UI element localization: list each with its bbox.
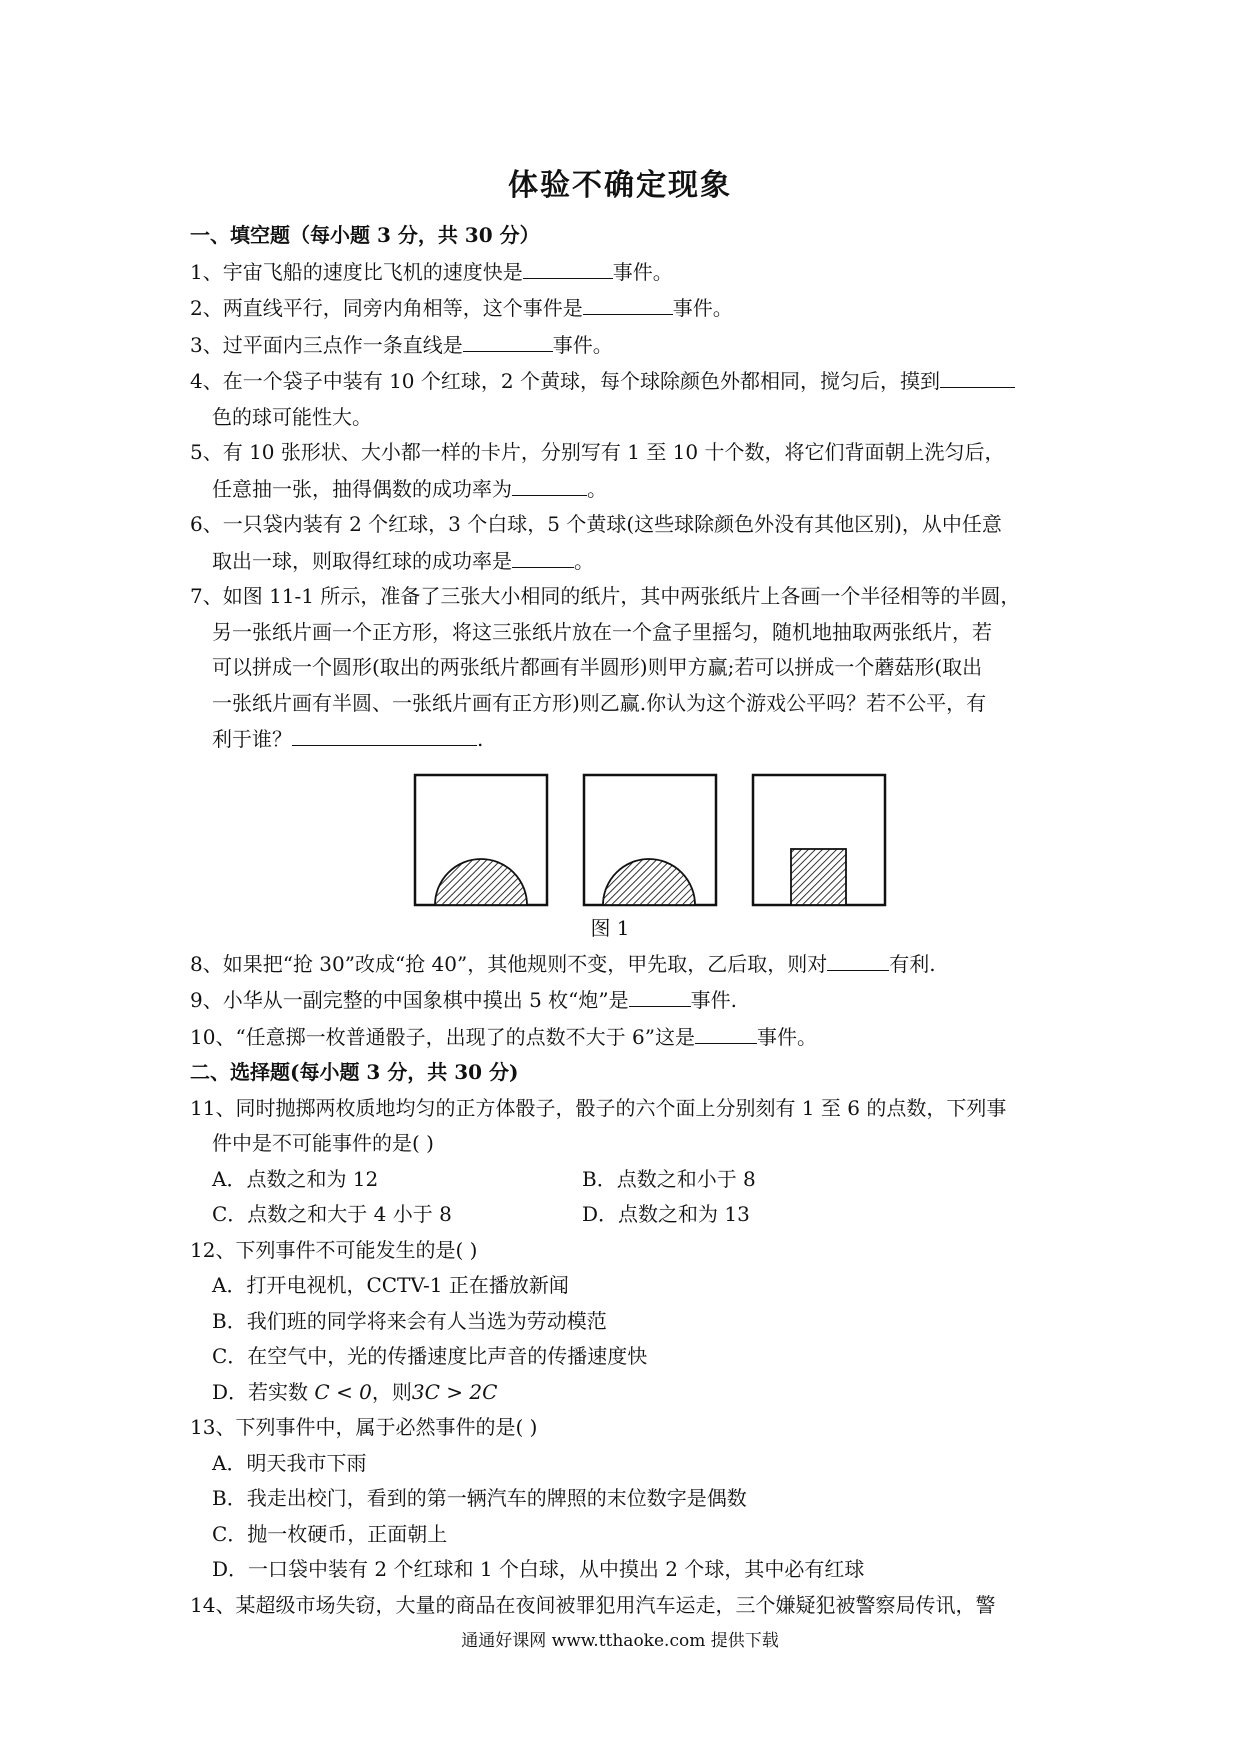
question-5: 5、有 10 张形状、大小都一样的卡片，分别写有 1 至 10 十个数，将它们背面朝上洗匀后， <box>190 440 1005 464</box>
question-7: 7、如图 11-1 所示，准备了三张大小相同的纸片，其中两张纸片上各画一个半径相等的半圆， <box>190 584 1021 608</box>
question-11-options-row-1 <box>190 1162 1060 1198</box>
question-4-cont: 色的球可能性大。 <box>212 404 372 429</box>
card-square <box>753 775 885 905</box>
question-14: 14、某超级市场失窃，大量的商品在夜间被罪犯用汽车运走，三个嫌疑犯被警察局传讯，警 <box>190 1592 996 1617</box>
section-header-fill-in: 一、填空题（每小题 3 分，共 30 分） <box>190 223 540 247</box>
figure-1-svg <box>190 760 1060 910</box>
question-11: 11、同时抛掷两枚质地均匀的正方体骰子，骰子的六个面上分别刻有 1 至 6 的点数，下列事 <box>190 1095 1007 1120</box>
question-6: 6、一只袋内装有 2 个红球，3 个白球，5 个黄球(这些球除颜色外没有其他区别)，从中任意 <box>190 512 1002 536</box>
question-7-line-3: 可以拼成一个圆形(取出的两张纸片都画有半圆形)则甲方赢;若可以拼成一个蘑菇形(取出 <box>212 655 983 679</box>
question-3: 3、过平面内三点作一条直线是 事件。 <box>190 327 1060 364</box>
answer-blank[interactable] <box>827 946 889 971</box>
answer-blank[interactable] <box>940 363 1015 388</box>
card-semicircle-1 <box>415 775 547 905</box>
option-a[interactable]: A．明天我市下雨 <box>212 1450 367 1475</box>
question-11-cont: 件中是不可能事件的是( ) <box>212 1131 434 1155</box>
answer-blank[interactable] <box>512 471 587 496</box>
page-footer: 通通好课网 www.tthaoke.com 提供下载 <box>461 1631 779 1651</box>
page-title: 体验不确定现象 <box>508 168 732 203</box>
option-c[interactable]: C．抛一枚硬币，正面朝上 <box>212 1521 448 1546</box>
option-a[interactable]: A．打开电视机，CCTV-1 正在播放新闻 <box>212 1273 569 1297</box>
math-expression: 3C > 2C <box>411 1379 498 1404</box>
answer-blank[interactable] <box>583 290 673 315</box>
card-semicircle-2 <box>584 775 716 905</box>
math-expression: C < 0 <box>314 1379 372 1404</box>
question-7-line-4: 一张纸片画有半圆、一张纸片画有正方形)则乙赢.你认为这个游戏公平吗？若不公平，有 <box>212 690 987 715</box>
answer-blank[interactable] <box>629 982 691 1007</box>
option-b[interactable]: B．点数之和小于 8 <box>582 1166 756 1191</box>
question-5-cont: 任意抽一张，抽得偶数的成功率为 。 <box>190 471 1060 508</box>
question-7-line-2: 另一张纸片画一个正方形，将这三张纸片放在一个盒子里摇匀，随机地抽取两张纸片，若 <box>212 619 992 644</box>
section-header-choice: 二、选择题(每小题 3 分，共 30 分) <box>190 1060 519 1084</box>
answer-blank[interactable] <box>523 254 613 279</box>
question-7-line-5: 利于谁？ . <box>190 721 1060 758</box>
question-11-options-row-2 <box>190 1197 1060 1233</box>
answer-blank[interactable] <box>292 721 477 746</box>
question-2: 2、两直线平行，同旁内角相等，这个事件是 事件。 <box>190 290 1060 327</box>
option-b[interactable]: B．我们班的同学将来会有人当选为劳动模范 <box>212 1308 607 1333</box>
question-9: 9、小华从一副完整的中国象棋中摸出 5 枚“炮”是 事件. <box>190 982 1060 1019</box>
question-13: 13、下列事件中，属于必然事件的是( ) <box>190 1415 538 1439</box>
figure-1 <box>190 760 1060 910</box>
answer-blank[interactable] <box>463 327 553 352</box>
option-d[interactable]: D．点数之和为 13 <box>582 1202 750 1226</box>
question-4: 4、在一个袋子中装有 10 个红球，2 个黄球，每个球除颜色外都相同，搅匀后，摸到 <box>190 363 1060 400</box>
answer-blank[interactable] <box>695 1019 757 1044</box>
option-a[interactable]: A．点数之和为 12 <box>212 1166 379 1191</box>
question-1: 1、宇宙飞船的速度比飞机的速度快是 事件。 <box>190 254 1060 291</box>
question-12: 12、下列事件不可能发生的是( ) <box>190 1237 478 1262</box>
question-list <box>190 218 1060 1623</box>
figure-caption: 图 1 <box>590 915 630 940</box>
option-c[interactable]: C．在空气中，光的传播速度比声音的传播速度快 <box>212 1344 648 1368</box>
question-8: 8、如果把“抢 30”改成“抢 40”，其他规则不变，甲先取，乙后取，则对 有利. <box>190 946 1060 983</box>
question-6-cont: 取出一球，则取得红球的成功率是 。 <box>190 543 1060 580</box>
option-c[interactable]: C．点数之和大于 4 小于 8 <box>212 1202 452 1226</box>
option-d[interactable]: D．一口袋中装有 2 个红球和 1 个白球，从中摸出 2 个球，其中必有红球 <box>212 1557 865 1581</box>
answer-blank[interactable] <box>512 543 574 568</box>
option-d[interactable]: D．若实数 C < 0，则3C > 2C <box>212 1379 498 1404</box>
question-10: 10、“任意掷一枚普通骰子，出现了的点数不大于 6”这是 事件。 <box>190 1019 1060 1056</box>
option-b[interactable]: B．我走出校门，看到的第一辆汽车的牌照的末位数字是偶数 <box>212 1486 747 1510</box>
